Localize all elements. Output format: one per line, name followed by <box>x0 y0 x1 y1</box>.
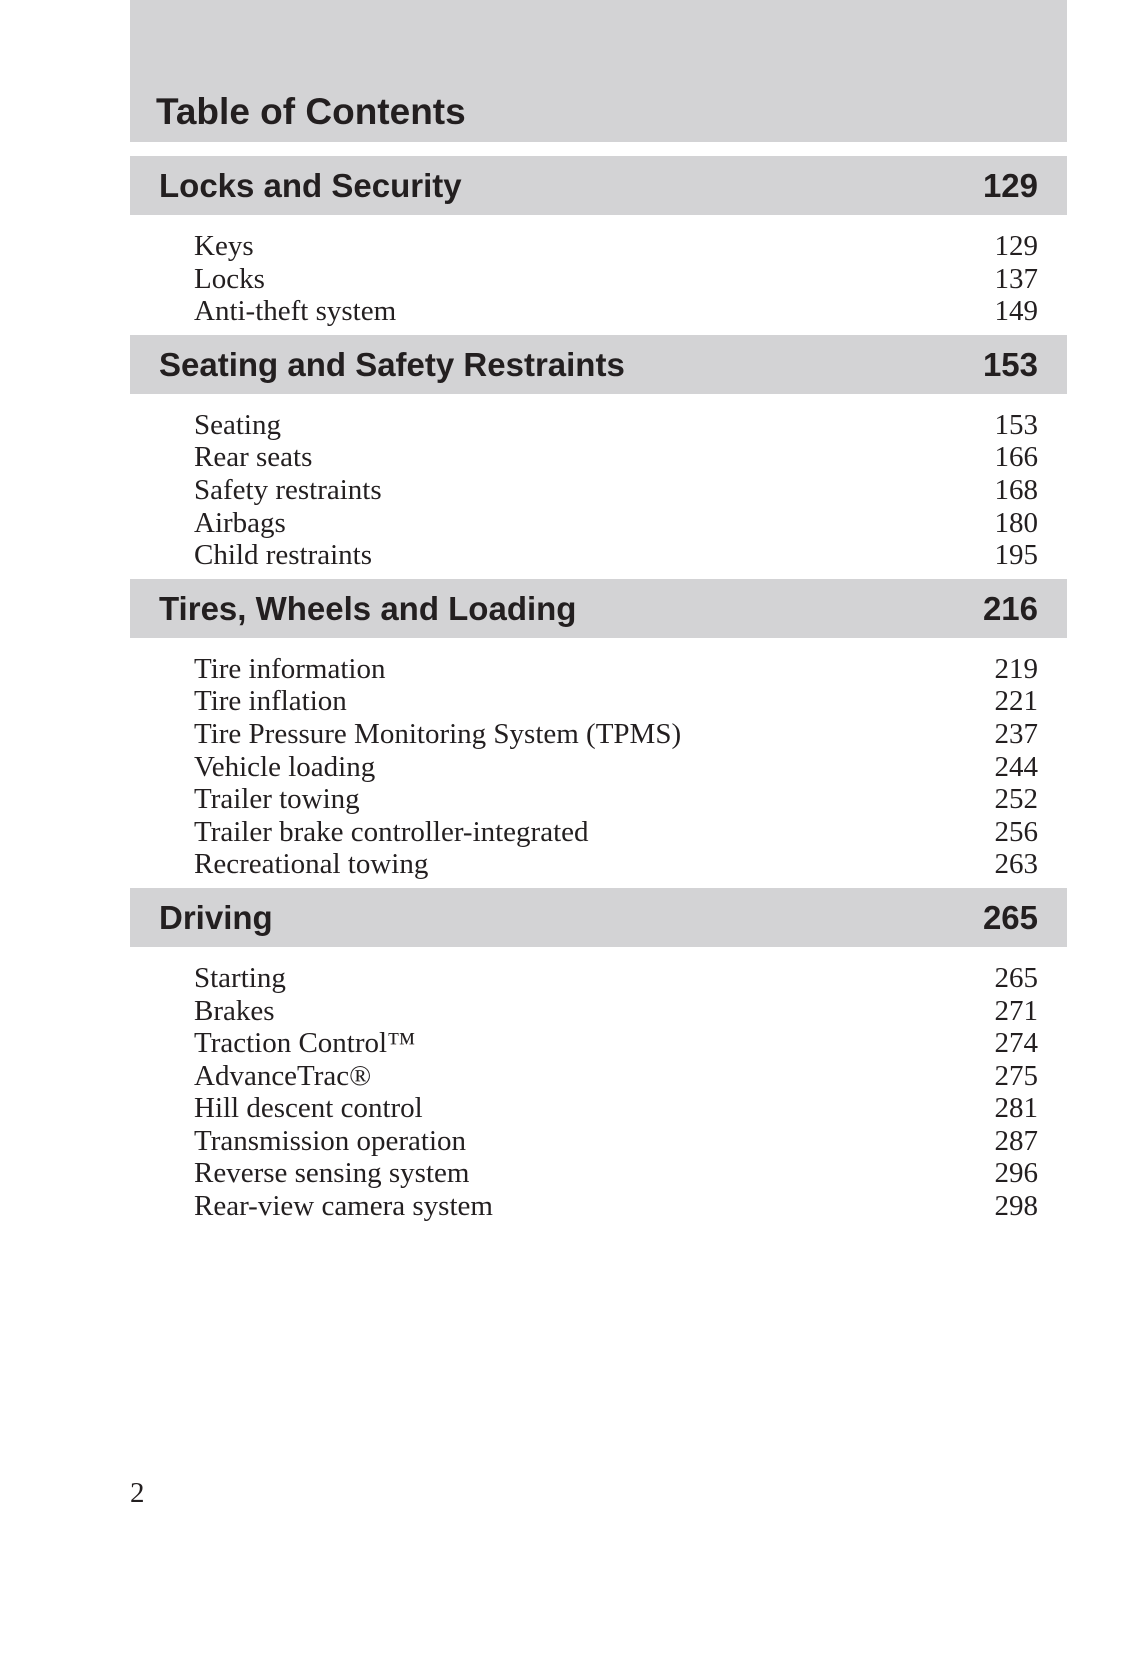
entry-title: Airbags <box>194 506 286 539</box>
toc-entry[interactable] <box>194 1092 1038 1125</box>
entry-page-number: 271 <box>994 994 1038 1027</box>
entry-title: Keys <box>194 230 254 262</box>
entry-page-number: 281 <box>994 1092 1038 1125</box>
table-of-contents <box>130 156 1067 1223</box>
toc-entry[interactable] <box>194 751 1038 784</box>
toc-entry[interactable] <box>194 1190 1038 1223</box>
entry-page-number: 166 <box>994 441 1038 474</box>
toc-entry[interactable] <box>194 1125 1038 1158</box>
entry-title: Tire Pressure Monitoring System (TPMS) <box>194 717 682 750</box>
section-header[interactable] <box>130 888 1067 947</box>
entry-title: Rear seats <box>194 441 313 474</box>
entry-title: Trailer towing <box>194 783 360 816</box>
entry-title: Reverse sensing system <box>194 1157 470 1190</box>
entry-page-number: 221 <box>994 685 1038 718</box>
entry-page-number: 237 <box>994 717 1038 750</box>
title-banner <box>130 0 1067 142</box>
section-title: Locks and Security <box>159 167 462 204</box>
toc-entry[interactable] <box>194 816 1038 849</box>
toc-entry[interactable] <box>194 783 1038 816</box>
section-entries <box>130 947 1067 1223</box>
section-page-number: 265 <box>982 898 1038 936</box>
section-header[interactable] <box>130 156 1067 215</box>
entry-page-number: 219 <box>994 652 1038 685</box>
section-header[interactable] <box>130 335 1067 394</box>
toc-entry[interactable] <box>194 995 1038 1028</box>
toc-entry[interactable] <box>194 441 1038 474</box>
page-number: 2 <box>130 1477 145 1509</box>
entry-page-number: 129 <box>994 230 1038 262</box>
section-title: Seating and Safety Restraints <box>159 345 625 383</box>
toc-entry[interactable] <box>194 263 1038 296</box>
entry-title: Starting <box>194 961 286 994</box>
entry-page-number: 153 <box>994 408 1038 441</box>
entry-page-number: 287 <box>994 1124 1038 1157</box>
entry-title: Hill descent control <box>194 1092 423 1125</box>
section-page-number: 153 <box>982 345 1038 383</box>
section-page-number: 129 <box>982 167 1038 204</box>
entry-title: Anti-theft system <box>194 295 397 328</box>
entry-page-number: 149 <box>994 295 1038 328</box>
entry-title: Safety restraints <box>194 473 382 506</box>
entry-page-number: 263 <box>994 848 1038 881</box>
toc-entry[interactable] <box>194 295 1038 328</box>
toc-entry[interactable] <box>194 653 1038 686</box>
section-title: Tires, Wheels and Loading <box>159 589 577 627</box>
toc-entry[interactable] <box>194 507 1038 540</box>
entry-page-number: 195 <box>994 539 1038 572</box>
entry-title: Transmission operation <box>194 1124 467 1157</box>
section-entries <box>130 394 1067 572</box>
section-title: Driving <box>159 898 273 936</box>
entry-page-number: 275 <box>994 1059 1038 1092</box>
toc-entry[interactable] <box>194 409 1038 442</box>
section-page-number: 216 <box>982 589 1038 627</box>
entry-title: Tire inflation <box>194 685 347 718</box>
section-entries <box>130 215 1067 328</box>
entry-title: Vehicle loading <box>194 750 376 783</box>
toc-entry[interactable] <box>194 962 1038 995</box>
entry-title: Child restraints <box>194 539 373 572</box>
entry-page-number: 256 <box>994 815 1038 848</box>
entry-title: Traction Control™ <box>194 1027 416 1060</box>
section-header[interactable] <box>130 579 1067 638</box>
entry-page-number: 274 <box>994 1027 1038 1060</box>
page-title: Table of Contents <box>156 91 466 132</box>
toc-entry[interactable] <box>194 848 1038 881</box>
entry-title: Recreational towing <box>194 848 429 881</box>
entry-page-number: 244 <box>994 750 1038 783</box>
entry-page-number: 168 <box>994 473 1038 506</box>
entry-title: Brakes <box>194 994 275 1027</box>
entry-title: AdvanceTrac® <box>194 1059 372 1092</box>
entry-page-number: 296 <box>994 1157 1038 1190</box>
entry-page-number: 180 <box>994 506 1038 539</box>
entry-page-number: 298 <box>994 1190 1038 1223</box>
toc-entry[interactable] <box>194 474 1038 507</box>
entry-page-number: 252 <box>994 783 1038 816</box>
entry-title: Locks <box>194 262 265 295</box>
entry-title: Tire information <box>194 652 386 685</box>
toc-entry[interactable] <box>194 230 1038 263</box>
toc-entry[interactable] <box>194 1060 1038 1093</box>
entry-title: Seating <box>194 408 281 441</box>
entry-page-number: 137 <box>994 262 1038 295</box>
entry-page-number: 265 <box>994 961 1038 994</box>
toc-entry[interactable] <box>194 1027 1038 1060</box>
toc-entry[interactable] <box>194 718 1038 751</box>
section-entries <box>130 638 1067 881</box>
toc-entry[interactable] <box>194 685 1038 718</box>
toc-entry[interactable] <box>194 539 1038 572</box>
entry-title: Rear-view camera system <box>194 1190 493 1223</box>
toc-entry[interactable] <box>194 1157 1038 1190</box>
entry-title: Trailer brake controller-integrated <box>194 815 589 848</box>
